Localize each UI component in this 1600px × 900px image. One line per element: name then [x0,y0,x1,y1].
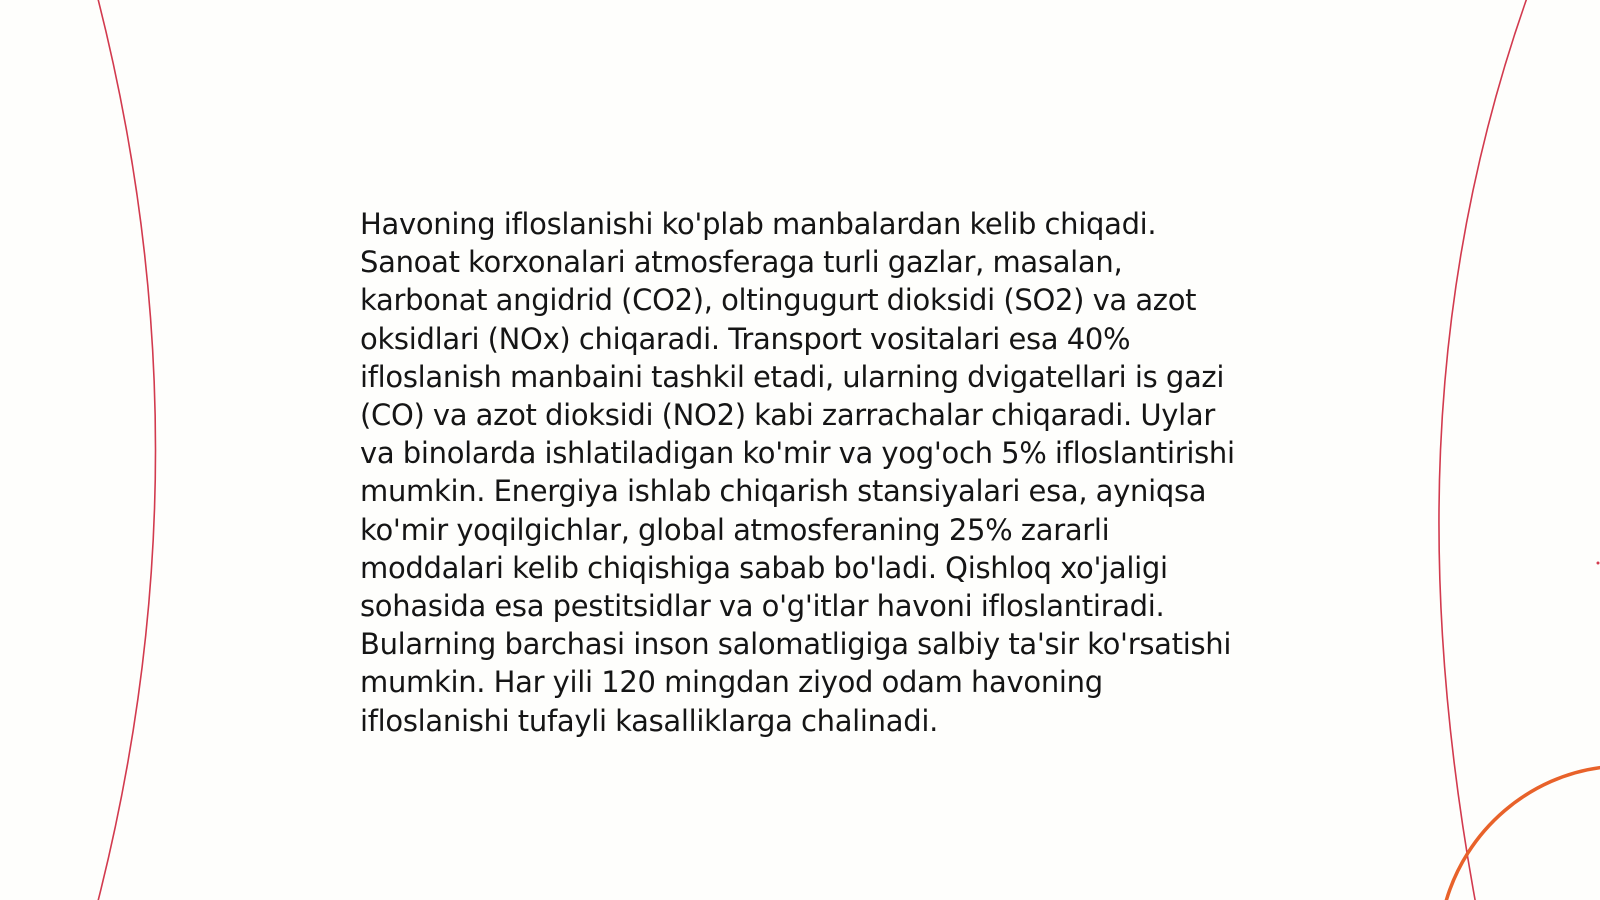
orange-arc [1445,767,1600,900]
left-curve-line [97,0,156,900]
body-paragraph: Havoning ifloslanishi ko'plab manbalardan kelib chiqadi. Sanoat korxonalari atmosferaga turli gazlar, masalan, karbonat angidrid (CO2), oltingugurt dioksidi (SO2) va azot oksidlari (NOx) chiqaradi. Transport vositalari esa 40% ifloslanish manbaini tashkil etadi, ularning dvigatellari is gazi (CO) va azot dioksidi (NO2) kabi zarrachalar chiqaradi. Uylar va binolarda ishlatiladigan ko'mir va yog'och 5% ifloslantirishi mumkin. Energiya ishlab chiqarish stansiyalari esa, ayniqsa ko'mir yoqilgichlar, global atmosferaning 25% zararli moddalari kelib chiqishiga sabab bo'ladi. Qishloq xo'jaligi sohasida esa pestitsidlar va o'g'itlar havoni ifloslantiradi. Bularning barchasi inson salomatligiga salbiy ta'sir ko'rsatishi mumkin. Har yili 120 mingdan ziyod odam havoning ifloslanishi tufayli kasalliklarga chalinadi. [360,207,1235,738]
right-curve-line [1439,0,1528,900]
small-mark [1597,562,1600,565]
